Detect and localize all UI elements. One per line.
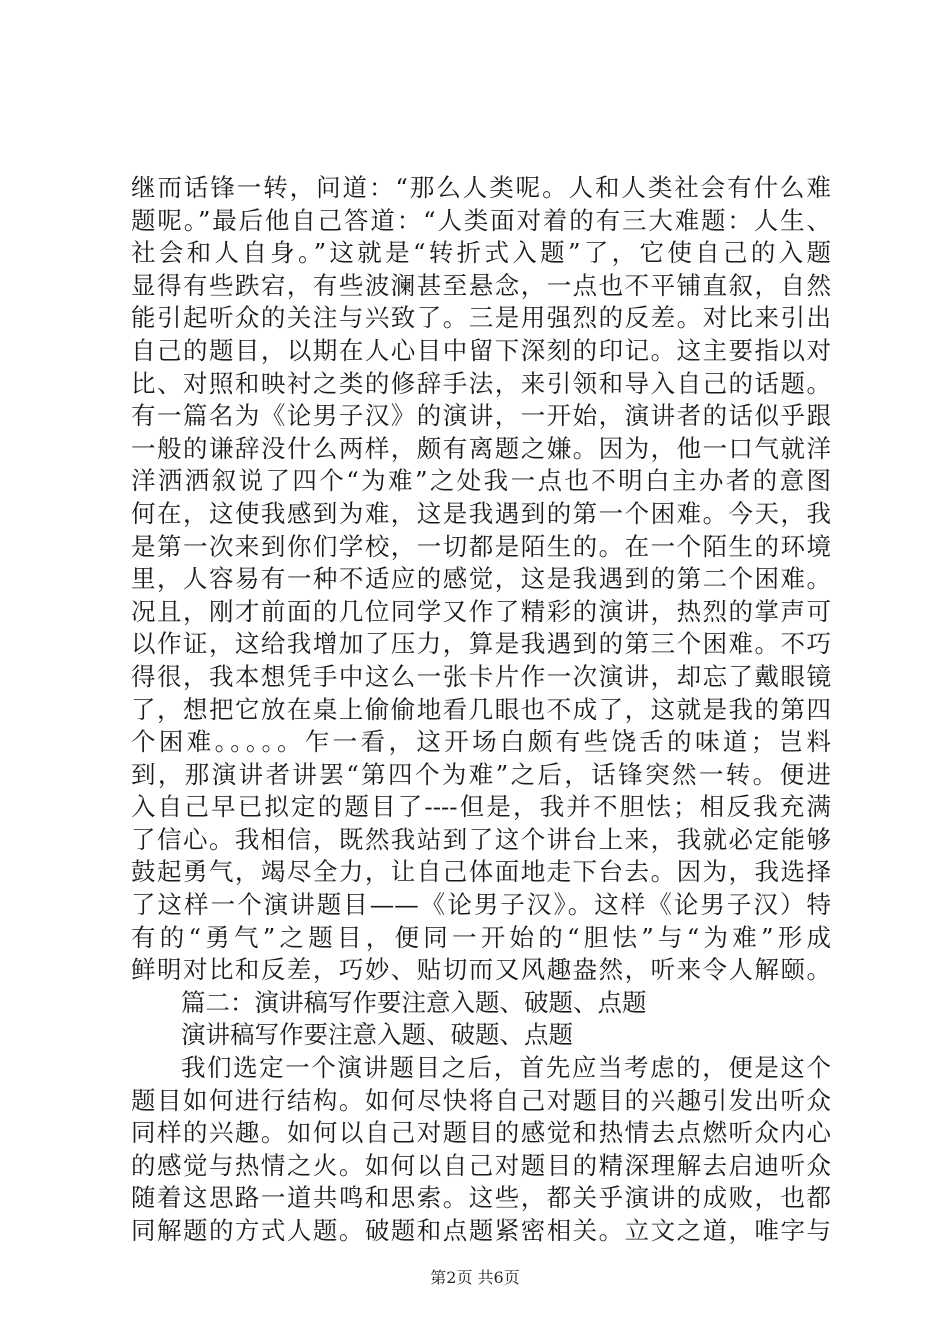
- text-line: 能引起听众的关注与兴致了。三是用强烈的反差。对比来引出: [131, 303, 831, 333]
- text-line: 同样的兴趣。如何以自己对题目的感觉和热情去点燃听众内心: [131, 1118, 831, 1148]
- text-line: 题目如何进行结构。如何尽快将自己对题目的兴趣引发出听众: [131, 1085, 831, 1115]
- text-line: 题呢。”最后他自己答道：“人类面对着的有三大难题：人生、: [131, 205, 831, 235]
- text-line: 以作证，这给我增加了压力，算是我遇到的第三个困难。不巧: [131, 629, 831, 659]
- text-line: 的感觉与热情之火。如何以自己对题目的精深理解去启迪听众: [131, 1150, 831, 1180]
- text-line: 比、对照和映衬之类的修辞手法，来引领和导入自己的话题。: [131, 368, 831, 398]
- text-line: 里，人容易有一种不适应的感觉，这是我遇到的第二个困难。: [131, 564, 831, 594]
- text-line: 我们选定一个演讲题目之后，首先应当考虑的，便是这个: [181, 1053, 831, 1083]
- text-line: 了，想把它放在桌上偷偷地看几眼也不成了，这就是我的第四: [131, 694, 831, 724]
- text-line: 演讲稿写作要注意入题、破题、点题: [181, 1020, 573, 1050]
- text-line: 篇二：演讲稿写作要注意入题、破题、点题: [181, 987, 647, 1017]
- text-line: 有的“勇气”之题目，便同一开始的“胆怯”与“为难”形成: [131, 922, 831, 952]
- text-line: 入自己早已拟定的题目了----但是，我并不胆怯；相反我充满: [131, 792, 831, 822]
- text-line: 随着这思路一道共鸣和思索。这些，都关乎演讲的成败，也都: [131, 1183, 831, 1213]
- text-line: 了这样一个演讲题目——《论男子汉》。这样《论男子汉）特: [131, 890, 831, 920]
- text-line: 是第一次来到你们学校，一切都是陌生的。在一个陌生的环境: [131, 531, 831, 561]
- text-line: 同解题的方式人题。破题和点题紧密相关。立文之道，唯字与: [131, 1216, 831, 1245]
- text-line: 一般的谦辞没什么两样，颇有离题之嫌。因为，他一口气就洋: [131, 433, 831, 463]
- text-line: 鼓起勇气，竭尽全力，让自己体面地走下台去。因为，我选择: [131, 857, 831, 887]
- text-line: 显得有些跌宕，有些波澜甚至悬念，一点也不平铺直叙，自然: [131, 270, 831, 300]
- text-line: 了信心。我相信，既然我站到了这个讲台上来，我就必定能够: [131, 824, 831, 854]
- text-line: 得很，我本想凭手中这么一张卡片作一次演讲，却忘了戴眼镜: [131, 661, 831, 691]
- text-line: 社会和人自身。”这就是“转折式入题”了，它使自己的入题: [131, 238, 831, 268]
- text-line: 洋洒洒叙说了四个“为难”之处我一点也不明白主办者的意图: [131, 466, 831, 496]
- text-line: 自己的题目，以期在人心目中留下深刻的印记。这主要指以对: [131, 335, 831, 365]
- text-line: 个困难。。。。。乍一看，这开场白颇有些饶舌的味道；岂料: [131, 727, 831, 757]
- text-line: 到，那演讲者讲罢“第四个为难”之后，话锋突然一转。便进: [131, 759, 831, 789]
- text-line: 有一篇名为《论男子汉》的演讲，一开始，演讲者的话似乎跟: [131, 401, 831, 431]
- page-footer: 第2页 共6页: [430, 1268, 520, 1287]
- text-line: 继而话锋一转，问道：“那么人类呢。人和人类社会有什么难: [131, 173, 831, 202]
- text-line: 况且，刚才前面的几位同学又作了精彩的演讲，热烈的掌声可: [131, 596, 831, 626]
- text-line: 鲜明对比和反差，巧妙、贴切而又风趣盎然，听来令人解颐。: [131, 955, 831, 985]
- text-line: 何在，这使我感到为难，这是我遇到的第一个困难。今天，我: [131, 498, 831, 528]
- document-body: [131, 172, 831, 1248]
